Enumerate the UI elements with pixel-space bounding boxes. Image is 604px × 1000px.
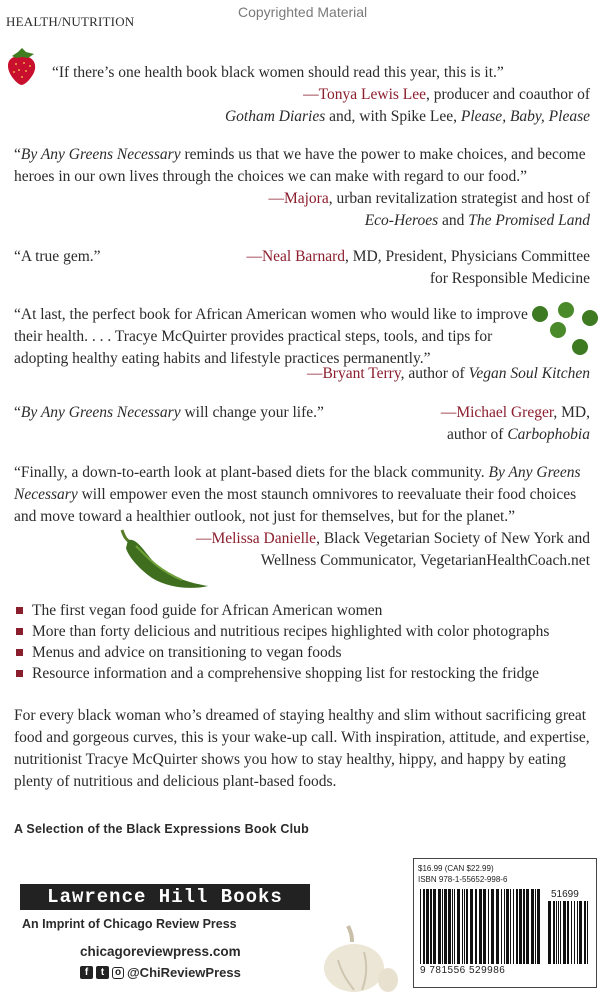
isbn-label: ISBN 978-1-55652-998-6 bbox=[418, 875, 508, 884]
instagram-icon: o bbox=[112, 967, 124, 979]
barcode-box bbox=[413, 858, 597, 988]
list-item: Resource information and a comprehensive shopping list for restocking the fridge bbox=[14, 663, 599, 684]
barcode-icon bbox=[420, 889, 540, 964]
publisher-logo: Lawrence Hill Books bbox=[20, 884, 310, 910]
barcode-number: 9 781556 529986 bbox=[420, 965, 506, 976]
quote-5-attribution: —Michael Greger, MD, author of Carbophobia bbox=[440, 404, 590, 443]
quote-1: “If there’s one health book black women should read this year, this is it.” bbox=[52, 64, 504, 81]
quote-1-attribution: —Tonya Lewis Lee, producer and coauthor of Gotham Diaries and, with Spike Lee, Please, Baby, Please bbox=[224, 86, 590, 125]
quote-4-attribution: —Bryant Terry, author of Vegan Soul Kitchen bbox=[306, 365, 590, 382]
book-description: For every black woman who’s dreamed of staying healthy and slim without sacrificing great food and gorgeous curves, this is your wake-up call. With inspiration, attitude, and expertise, nutritionist Tracye McQuirter shows you how to stay healthy, hippy, and happy by eating plenty of nutritious and delicious plant-based foods. bbox=[14, 707, 590, 790]
quote-2-attribution: —Majora, urban revitalization strategist and host of Eco-Heroes and The Promised Land bbox=[268, 190, 590, 229]
quote-2: “By Any Greens Necessary reminds us that we have the power to make choices, and become heroes in our own lives through the choices we can make with regard to our food.” bbox=[14, 146, 586, 185]
quote-4: “At last, the perfect book for African American women who would like to improve their health. . . . Tracye McQuirter provides practical steps, tools, and tips for adopting healthy eating habits and lifestyle practices permanently.” bbox=[14, 306, 528, 367]
quote-6: “Finally, a down-to-earth look at plant-based diets for the black community. By Any Greens Necessary will empower even the most staunch omnivores to reevaluate their food choices and move toward a healthier outlook, not just for themselves, but for the planet.” bbox=[14, 464, 581, 525]
quote-6-attribution: —Melissa Danielle, Black Vegetarian Society of New York and Wellness Communicator, VegetarianHealthCoach.net bbox=[195, 530, 590, 569]
quote-5: “By Any Greens Necessary will change your life.” bbox=[14, 404, 324, 421]
copyright-watermark: Copyrighted Material bbox=[238, 4, 368, 20]
book-club-selection: A Selection of the Black Expressions Book Club bbox=[14, 822, 309, 836]
publisher-imprint: An Imprint of Chicago Review Press bbox=[22, 917, 237, 931]
facebook-icon: f bbox=[80, 966, 93, 979]
social-handle: @ChiReviewPress bbox=[127, 965, 241, 980]
social-links bbox=[80, 965, 241, 980]
price-label: $16.99 (CAN $22.99) bbox=[418, 864, 494, 873]
category-label: HEALTH/NUTRITION bbox=[6, 14, 135, 29]
list-item: More than forty delicious and nutritious recipes highlighted with color photographs bbox=[14, 621, 599, 642]
peas-icon bbox=[528, 300, 600, 360]
green-pepper-icon bbox=[112, 526, 212, 592]
quote-3-attribution: —Neal Barnard, MD, President, Physicians Committee for Responsible Medicine bbox=[246, 248, 590, 287]
list-item: The first vegan food guide for African American women bbox=[14, 600, 599, 621]
publisher-website: chicagoreviewpress.com bbox=[80, 944, 241, 959]
twitter-icon: t bbox=[96, 966, 109, 979]
price-addon: 51699 bbox=[551, 889, 579, 900]
garlic-icon bbox=[318, 920, 400, 996]
list-item: Menus and advice on transitioning to vegan foods bbox=[14, 642, 599, 663]
addon-barcode-icon bbox=[548, 901, 590, 964]
feature-list bbox=[14, 600, 599, 684]
quote-3: “A true gem.” bbox=[14, 248, 101, 265]
strawberry-icon bbox=[4, 46, 40, 86]
